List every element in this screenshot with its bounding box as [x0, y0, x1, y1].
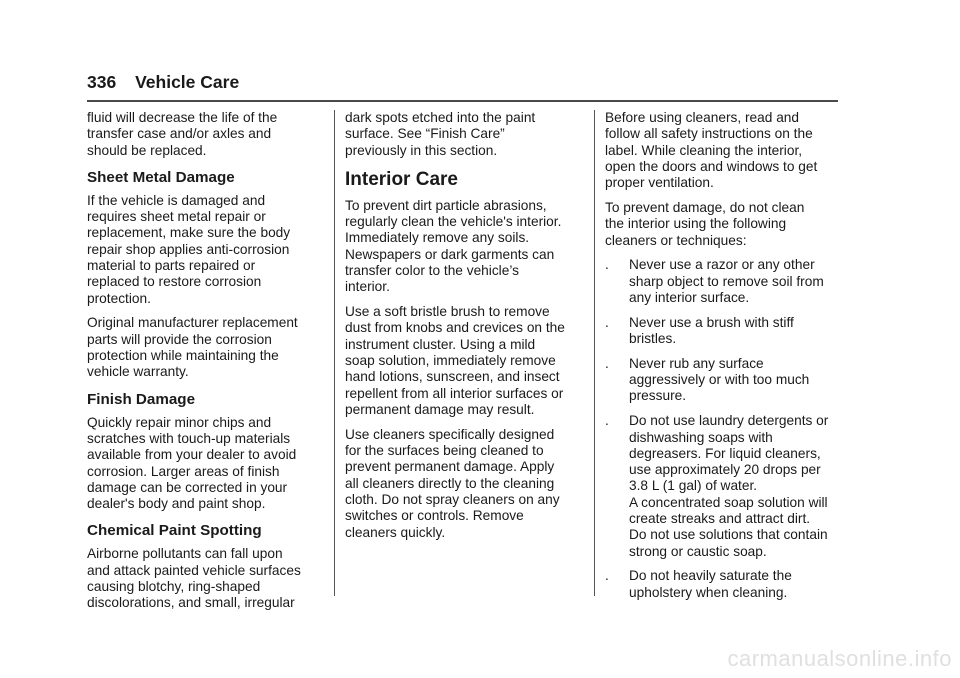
paragraph: Before using cleaners, read and follow all safety instructions on the label. While cleaning the interior, open the doors and windows to get proper ventilation. — [605, 110, 818, 191]
list-item — [605, 413, 845, 560]
page-number: 336 — [87, 72, 117, 92]
paragraph: dark spots etched into the paint surface. See “Finish Care” previously in this section. — [345, 110, 536, 158]
bullet-marker: . — [605, 257, 609, 273]
heading-sheet-metal-damage: Sheet Metal Damage — [87, 168, 235, 186]
page-header — [87, 72, 239, 93]
paragraph: fluid will decrease the life of the transfer case and/or axles and should be replaced. — [87, 110, 278, 158]
paragraph: Use a soft bristle brush to remove dust from knobs and crevices on the instrument cluster. Using a mild soap solution, immediately remove hand lotions, sunscreen, and insect repellent from all interior surfaces or permanent damage may result. — [345, 304, 565, 417]
list-item-text: Never use a razor or any other sharp object to remove soil from any interior surface. — [629, 257, 824, 305]
list-item-text: Do not use laundry detergents or dishwashing soaps with degreasers. For liquid cleaners, use approximately 20 drops per 3.8 L (1 gal) of water. A concentrated soap solution will create streaks and attract dirt. Do not use solutions that contain strong or caustic soap. — [629, 413, 829, 559]
paragraph: Original manufacturer replacement parts will provide the corrosion protection while maintaining the vehicle warranty. — [87, 315, 298, 380]
list-item — [605, 356, 845, 405]
paragraph: Quickly repair minor chips and scratches with touch-up materials available from your dealer to avoid corrosion. Larger areas of finish damage can be corrected in your dealer's body and paint shop. — [87, 414, 297, 512]
column-divider-2 — [594, 110, 595, 596]
list-item-text: Never rub any surface aggressively or with too much pressure. — [629, 355, 810, 404]
watermark: carmanualsonline.info — [727, 646, 952, 671]
paragraph: Use cleaners specifically designed for the surfaces being cleaned to prevent permanent damage. Apply all cleaners directly to the cleaning cloth. Do not spray cleaners on any switches or controls. Remove cleaners quickly. — [345, 426, 560, 540]
column-1 — [87, 110, 323, 620]
section-title: Vehicle Care — [135, 72, 240, 92]
heading-finish-damage: Finish Damage — [87, 390, 196, 408]
paragraph: If the vehicle is damaged and requires sheet metal repair or replacement, make sure the body repair shop applies anti-corrosion material to parts repaired or replaced to restore corrosion protection. — [87, 192, 291, 306]
paragraph: To prevent dirt particle abrasions, regularly clean the vehicle's interior. Immediately remove any soils. Newspapers or dark garments can transfer color to the vehicle’s interior. — [345, 197, 562, 295]
bullet-marker: . — [605, 314, 609, 330]
list-item — [605, 257, 845, 306]
paragraph: Airborne pollutants can fall upon and attack painted vehicle surfaces causing blotchy, ring-shaped discolorations, and small, irregular — [87, 546, 301, 611]
column-divider-1 — [334, 110, 335, 596]
bullet-marker: . — [605, 568, 609, 584]
heading-chemical-paint-spotting: Chemical Paint Spotting — [87, 522, 262, 540]
column-2 — [345, 110, 581, 549]
column-3 — [605, 110, 845, 610]
header-rule — [87, 100, 838, 102]
list-item-text: Never use a brush with stiff bristles. — [629, 314, 794, 347]
list-item — [605, 315, 845, 348]
cleaning-warnings-list — [605, 257, 845, 601]
bullet-marker: . — [605, 413, 609, 429]
paragraph: To prevent damage, do not clean the interior using the following cleaners or techniques: — [605, 199, 805, 248]
list-item-text: Do not heavily saturate the upholstery when cleaning. — [629, 568, 792, 600]
list-item — [605, 568, 845, 601]
heading-interior-care: Interior Care — [345, 168, 458, 190]
bullet-marker: . — [605, 355, 609, 371]
